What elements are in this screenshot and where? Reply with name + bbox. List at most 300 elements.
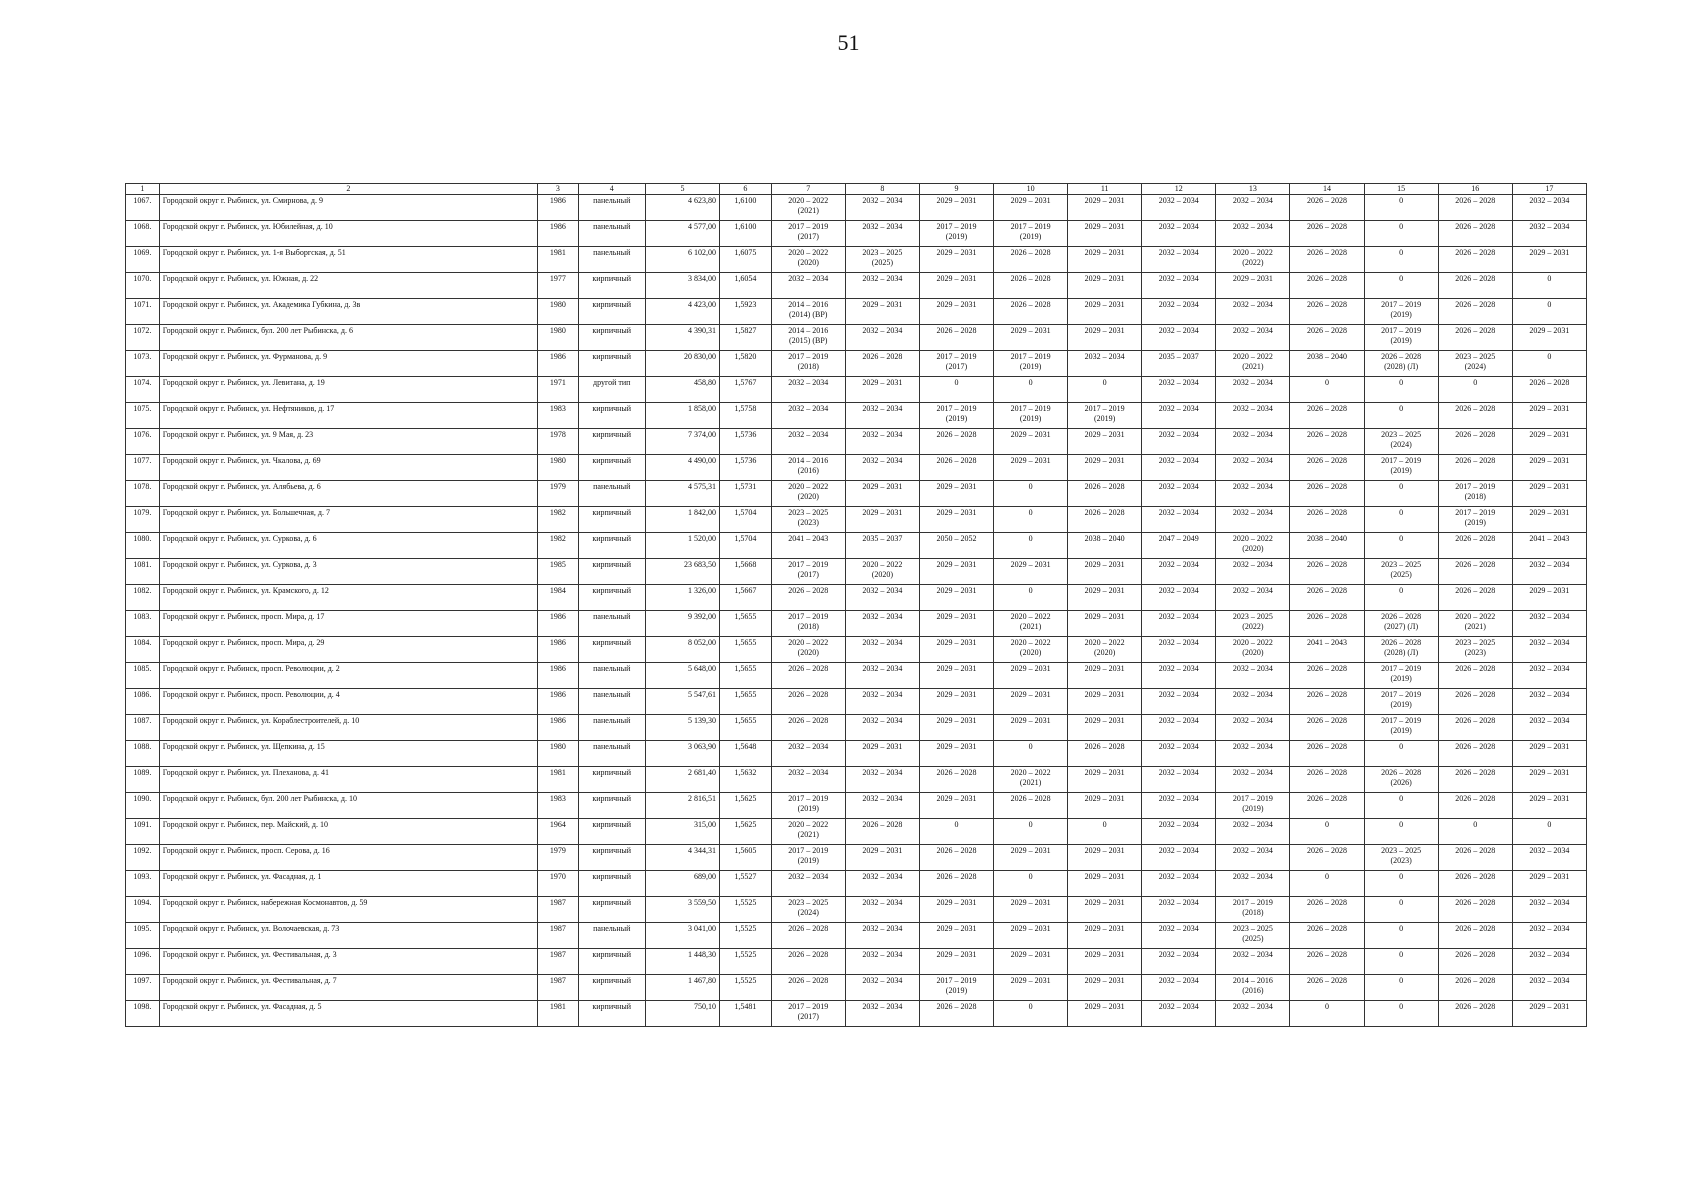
column-header: 2 — [159, 184, 537, 195]
table-cell: 1980 — [538, 741, 578, 767]
table-cell: 1,5758 — [720, 403, 772, 429]
table-cell: 2032 – 2034 — [1216, 325, 1290, 351]
table-cell: 2026 – 2028 — [1438, 559, 1512, 585]
table-row — [126, 611, 1587, 637]
table-cell: 2020 – 2022 (2020) — [1216, 637, 1290, 663]
table-cell: 2029 – 2031 — [1512, 247, 1586, 273]
table-cell: 2026 – 2028 — [1438, 403, 1512, 429]
column-header: 11 — [1068, 184, 1142, 195]
table-cell: 2020 – 2022 (2020) — [1216, 533, 1290, 559]
table-cell: 8 052,00 — [645, 637, 719, 663]
row-number: 1085. — [126, 663, 160, 689]
table-cell: 4 577,00 — [645, 221, 719, 247]
table-cell: 2029 – 2031 — [919, 585, 993, 611]
table-row — [126, 767, 1587, 793]
table-cell: 2017 – 2019 (2019) — [1364, 325, 1438, 351]
table-cell: 2017 – 2019 (2019) — [919, 221, 993, 247]
table-cell: 1,6100 — [720, 195, 772, 221]
table-cell: 1983 — [538, 793, 578, 819]
address-cell: Городской округ г. Рыбинск, ул. Фасадная, д. 5 — [159, 1001, 537, 1027]
table-cell: кирпичный — [578, 455, 645, 481]
table-cell: 2023 – 2025 (2023) — [1438, 637, 1512, 663]
table-cell: кирпичный — [578, 585, 645, 611]
table-cell: 2026 – 2028 — [994, 793, 1068, 819]
table-cell: 2026 – 2028 (2028) (Л) — [1364, 351, 1438, 377]
table-cell: 4 390,31 — [645, 325, 719, 351]
address-cell: Городской округ г. Рыбинск, ул. Смирнова, д. 9 — [159, 195, 537, 221]
table-cell: 1,5668 — [720, 559, 772, 585]
table-cell: 2026 – 2028 — [1290, 429, 1364, 455]
table-cell: 2029 – 2031 — [845, 845, 919, 871]
table-row — [126, 845, 1587, 871]
table-cell: кирпичный — [578, 429, 645, 455]
address-cell: Городской округ г. Рыбинск, ул. Крамского, д. 12 — [159, 585, 537, 611]
table-cell: кирпичный — [578, 897, 645, 923]
row-number: 1095. — [126, 923, 160, 949]
address-cell: Городской округ г. Рыбинск, ул. Суркова, д. 3 — [159, 559, 537, 585]
table-row — [126, 715, 1587, 741]
table-cell: 0 — [1364, 871, 1438, 897]
table-cell: 2032 – 2034 — [1142, 273, 1216, 299]
table-cell: 2023 – 2025 (2025) — [1216, 923, 1290, 949]
table-cell: 2017 – 2019 (2018) — [771, 351, 845, 377]
table-row — [126, 819, 1587, 845]
table-cell: 2017 – 2019 (2019) — [771, 793, 845, 819]
row-number: 1070. — [126, 273, 160, 299]
table-cell: 0 — [1364, 741, 1438, 767]
table-cell: 1980 — [538, 299, 578, 325]
table-cell: кирпичный — [578, 975, 645, 1001]
table-cell: 0 — [1364, 819, 1438, 845]
table-cell: 1979 — [538, 845, 578, 871]
address-cell: Городской округ г. Рыбинск, просп. Мира, д. 29 — [159, 637, 537, 663]
table-cell: 2032 – 2034 — [845, 637, 919, 663]
table-cell: 1981 — [538, 247, 578, 273]
table-cell: 2029 – 2031 — [1512, 325, 1586, 351]
table-cell: 2029 – 2031 — [1068, 455, 1142, 481]
table-row — [126, 663, 1587, 689]
table-cell: 0 — [1364, 793, 1438, 819]
table-cell: 2032 – 2034 — [1512, 923, 1586, 949]
table-cell: 2017 – 2019 (2017) — [919, 351, 993, 377]
table-cell: 1,5655 — [720, 715, 772, 741]
table-cell: 2017 – 2019 (2019) — [1364, 715, 1438, 741]
table-cell: 2032 – 2034 — [1216, 845, 1290, 871]
table-cell: 0 — [919, 819, 993, 845]
table-cell: 2032 – 2034 — [1216, 481, 1290, 507]
table-cell: 2029 – 2031 — [1068, 195, 1142, 221]
table-cell: 2026 – 2028 — [771, 923, 845, 949]
table-cell: 2029 – 2031 — [994, 949, 1068, 975]
table-cell: 2032 – 2034 — [845, 923, 919, 949]
table-cell: 2026 – 2028 — [1290, 715, 1364, 741]
table-cell: 1979 — [538, 481, 578, 507]
table-cell: 2032 – 2034 — [1142, 1001, 1216, 1027]
table-cell: 1,5655 — [720, 637, 772, 663]
table-cell: 1986 — [538, 689, 578, 715]
address-cell: Городской округ г. Рыбинск, ул. 1-я Выборгская, д. 51 — [159, 247, 537, 273]
table-cell: 2029 – 2031 — [994, 923, 1068, 949]
table-cell: 2032 – 2034 — [771, 429, 845, 455]
table-cell: 2047 – 2049 — [1142, 533, 1216, 559]
table-cell: 750,10 — [645, 1001, 719, 1027]
table-cell: 2029 – 2031 — [919, 481, 993, 507]
table-cell: 2029 – 2031 — [1068, 273, 1142, 299]
table-cell: 2035 – 2037 — [845, 533, 919, 559]
table-cell: 2029 – 2031 — [919, 715, 993, 741]
table-cell: 2026 – 2028 — [919, 455, 993, 481]
address-cell: Городской округ г. Рыбинск, пер. Майский, д. 10 — [159, 819, 537, 845]
column-header: 4 — [578, 184, 645, 195]
table-cell: 2032 – 2034 — [1216, 689, 1290, 715]
column-header: 7 — [771, 184, 845, 195]
table-row — [126, 637, 1587, 663]
table-cell: 2020 – 2022 (2021) — [771, 819, 845, 845]
table-cell: 9 392,00 — [645, 611, 719, 637]
address-cell: Городской округ г. Рыбинск, ул. Алябьева, д. 6 — [159, 481, 537, 507]
table-cell: 2023 – 2025 (2023) — [1364, 845, 1438, 871]
table-cell: кирпичный — [578, 299, 645, 325]
table-cell: 4 490,00 — [645, 455, 719, 481]
table-cell: 1,5820 — [720, 351, 772, 377]
table-cell: кирпичный — [578, 819, 645, 845]
table-cell: 0 — [1364, 377, 1438, 403]
table-cell: 1986 — [538, 195, 578, 221]
table-cell: 0 — [1438, 377, 1512, 403]
table-cell: 2029 – 2031 — [1068, 611, 1142, 637]
table-cell: 2029 – 2031 — [994, 559, 1068, 585]
table-cell: 1987 — [538, 897, 578, 923]
table-cell: 2032 – 2034 — [845, 585, 919, 611]
table-row — [126, 585, 1587, 611]
table-row — [126, 559, 1587, 585]
table-cell: 2026 – 2028 — [1438, 793, 1512, 819]
table-cell: панельный — [578, 247, 645, 273]
table-cell: 2029 – 2031 — [1068, 689, 1142, 715]
table-cell: 2029 – 2031 — [1068, 871, 1142, 897]
table-cell: 0 — [994, 481, 1068, 507]
table-cell: 2029 – 2031 — [919, 949, 993, 975]
table-cell: кирпичный — [578, 793, 645, 819]
table-cell: 2029 – 2031 — [919, 247, 993, 273]
table-cell: 2 681,40 — [645, 767, 719, 793]
table-cell: 0 — [1438, 819, 1512, 845]
table-cell: 2017 – 2019 (2017) — [771, 559, 845, 585]
table-cell: 2017 – 2019 (2019) — [1364, 455, 1438, 481]
table-cell: 2038 – 2040 — [1068, 533, 1142, 559]
table-cell: 2032 – 2034 — [1512, 195, 1586, 221]
table-cell: 2029 – 2031 — [919, 507, 993, 533]
table-cell: 2029 – 2031 — [1512, 585, 1586, 611]
table-cell: 2032 – 2034 — [845, 871, 919, 897]
table-cell: 2032 – 2034 — [845, 689, 919, 715]
table-cell: 2026 – 2028 — [771, 689, 845, 715]
table-cell: 1987 — [538, 975, 578, 1001]
row-number: 1083. — [126, 611, 160, 637]
table-row — [126, 299, 1587, 325]
table-cell: 7 374,00 — [645, 429, 719, 455]
table-cell: 2032 – 2034 — [845, 403, 919, 429]
table-cell: 2014 – 2016 (2016) — [1216, 975, 1290, 1001]
table-cell: 2026 – 2028 — [1290, 897, 1364, 923]
table-cell: 0 — [1364, 975, 1438, 1001]
table-cell: 1986 — [538, 611, 578, 637]
table-cell: 2029 – 2031 — [845, 377, 919, 403]
table-cell: 0 — [994, 507, 1068, 533]
table-cell: панельный — [578, 611, 645, 637]
table-cell: 2029 – 2031 — [845, 299, 919, 325]
table-cell: 2026 – 2028 — [1438, 273, 1512, 299]
table-cell: 2029 – 2031 — [994, 455, 1068, 481]
table-cell: 2032 – 2034 — [1216, 507, 1290, 533]
table-cell: 0 — [1364, 221, 1438, 247]
table-cell: 2032 – 2034 — [845, 1001, 919, 1027]
table-cell: кирпичный — [578, 845, 645, 871]
table-cell: 2032 – 2034 — [1142, 429, 1216, 455]
table-cell: 0 — [1364, 923, 1438, 949]
address-cell: Городской округ г. Рыбинск, ул. Большечная, д. 7 — [159, 507, 537, 533]
table-cell: 2029 – 2031 — [919, 195, 993, 221]
table-cell: 2032 – 2034 — [1216, 1001, 1290, 1027]
column-header: 13 — [1216, 184, 1290, 195]
column-header: 12 — [1142, 184, 1216, 195]
table-cell: 0 — [1290, 819, 1364, 845]
table-cell: 2020 – 2022 (2020) — [845, 559, 919, 585]
table-cell: 2029 – 2031 — [1512, 741, 1586, 767]
table-row — [126, 1001, 1587, 1027]
table-cell: 2023 – 2025 (2024) — [771, 897, 845, 923]
table-cell: 2029 – 2031 — [919, 689, 993, 715]
table-cell: 1,5767 — [720, 377, 772, 403]
table-cell: 2029 – 2031 — [1068, 845, 1142, 871]
table-cell: 2032 – 2034 — [1142, 845, 1216, 871]
table-cell: 2032 – 2034 — [1216, 299, 1290, 325]
table-row — [126, 689, 1587, 715]
table-row — [126, 325, 1587, 351]
table-cell: 2029 – 2031 — [919, 793, 993, 819]
table-cell: 2029 – 2031 — [919, 559, 993, 585]
table-cell: 2029 – 2031 — [1068, 221, 1142, 247]
table-cell: 2026 – 2028 — [1290, 299, 1364, 325]
table-cell: 2026 – 2028 — [1438, 689, 1512, 715]
table-cell: 1 858,00 — [645, 403, 719, 429]
table-cell: 689,00 — [645, 871, 719, 897]
table-cell: 2032 – 2034 — [1142, 247, 1216, 273]
table-cell: 2026 – 2028 — [771, 975, 845, 1001]
table-cell: 1986 — [538, 715, 578, 741]
table-cell: 2029 – 2031 — [994, 195, 1068, 221]
table-row — [126, 897, 1587, 923]
table-row — [126, 429, 1587, 455]
table-cell: 2017 – 2019 (2019) — [1216, 793, 1290, 819]
table-cell: 0 — [994, 741, 1068, 767]
table-cell: 2026 – 2028 — [1512, 377, 1586, 403]
table-cell: 2017 – 2019 (2019) — [994, 403, 1068, 429]
table-cell: 2017 – 2019 (2019) — [1364, 299, 1438, 325]
table-cell: 2032 – 2034 — [845, 611, 919, 637]
table-cell: 2032 – 2034 — [1142, 689, 1216, 715]
table-cell: 2032 – 2034 — [1216, 377, 1290, 403]
table-cell: 2032 – 2034 — [845, 663, 919, 689]
table-cell: 1,5704 — [720, 533, 772, 559]
table-cell: 2020 – 2022 (2021) — [1438, 611, 1512, 637]
table-cell: 2017 – 2019 (2019) — [994, 351, 1068, 377]
table-cell: 2032 – 2034 — [771, 871, 845, 897]
table-cell: другой тип — [578, 377, 645, 403]
table-cell: панельный — [578, 195, 645, 221]
page-number: 51 — [837, 30, 860, 55]
table-cell: 2017 – 2019 (2019) — [771, 845, 845, 871]
column-header: 8 — [845, 184, 919, 195]
table-cell: 2 816,51 — [645, 793, 719, 819]
table-cell: 2029 – 2031 — [1068, 559, 1142, 585]
table-cell: 1,5736 — [720, 429, 772, 455]
table-cell: 2029 – 2031 — [1068, 767, 1142, 793]
table-cell: 1 520,00 — [645, 533, 719, 559]
table-cell: кирпичный — [578, 351, 645, 377]
table-cell: 2032 – 2034 — [1142, 819, 1216, 845]
header-row — [126, 184, 1587, 195]
table-cell: 2026 – 2028 — [771, 585, 845, 611]
table-cell: 1,5625 — [720, 819, 772, 845]
table-cell: 2026 – 2028 — [1290, 507, 1364, 533]
table-cell: 2032 – 2034 — [1142, 377, 1216, 403]
table-cell: 1,5625 — [720, 793, 772, 819]
address-cell: Городской округ г. Рыбинск, набережная Космонавтов, д. 59 — [159, 897, 537, 923]
table-cell: 2017 – 2019 (2019) — [1068, 403, 1142, 429]
table-cell: 1971 — [538, 377, 578, 403]
table-cell: 2026 – 2028 — [1290, 325, 1364, 351]
table-cell: 0 — [1364, 195, 1438, 221]
table-cell: 2026 – 2028 — [1290, 273, 1364, 299]
table-row — [126, 351, 1587, 377]
table-cell: 2035 – 2037 — [1142, 351, 1216, 377]
table-cell: 2032 – 2034 — [1512, 637, 1586, 663]
table-cell: 2032 – 2034 — [1216, 871, 1290, 897]
address-cell: Городской округ г. Рыбинск, просп. Серова, д. 16 — [159, 845, 537, 871]
table-cell: панельный — [578, 741, 645, 767]
table-cell: 2032 – 2034 — [1512, 611, 1586, 637]
table-cell: 2032 – 2034 — [845, 221, 919, 247]
table-cell: 2029 – 2031 — [994, 715, 1068, 741]
table-cell: кирпичный — [578, 325, 645, 351]
address-cell: Городской округ г. Рыбинск, просп. Революции, д. 4 — [159, 689, 537, 715]
table-cell: 1,6100 — [720, 221, 772, 247]
table-row — [126, 741, 1587, 767]
table-cell: 2026 – 2028 — [1438, 325, 1512, 351]
row-number: 1084. — [126, 637, 160, 663]
table-cell: 2038 – 2040 — [1290, 351, 1364, 377]
table-cell: 2032 – 2034 — [1512, 715, 1586, 741]
table-cell: 2032 – 2034 — [845, 975, 919, 1001]
table-cell: 2029 – 2031 — [919, 741, 993, 767]
table-cell: 2017 – 2019 (2019) — [994, 221, 1068, 247]
table-cell: 2026 – 2028 — [1290, 559, 1364, 585]
address-cell: Городской округ г. Рыбинск, ул. Юбилейная, д. 10 — [159, 221, 537, 247]
table-cell: 2026 – 2028 — [919, 325, 993, 351]
row-number: 1076. — [126, 429, 160, 455]
table-cell: 2020 – 2022 (2020) — [1068, 637, 1142, 663]
table-cell: 2029 – 2031 — [919, 897, 993, 923]
table-cell: 2026 – 2028 — [1438, 897, 1512, 923]
table-cell: 2032 – 2034 — [1142, 871, 1216, 897]
table-cell: 1987 — [538, 923, 578, 949]
table-cell: 1984 — [538, 585, 578, 611]
column-header: 17 — [1512, 184, 1586, 195]
row-number: 1067. — [126, 195, 160, 221]
table-cell: 2023 – 2025 (2025) — [845, 247, 919, 273]
address-cell: Городской округ г. Рыбинск, ул. Южная, д. 22 — [159, 273, 537, 299]
table-cell: 2026 – 2028 — [994, 273, 1068, 299]
table-cell: 2032 – 2034 — [1142, 403, 1216, 429]
column-header: 15 — [1364, 184, 1438, 195]
address-cell: Городской округ г. Рыбинск, ул. Левитана, д. 19 — [159, 377, 537, 403]
table-cell: 1982 — [538, 533, 578, 559]
table-cell: 0 — [1364, 403, 1438, 429]
table-cell: 2032 – 2034 — [1142, 949, 1216, 975]
table-cell: 1,5632 — [720, 767, 772, 793]
table-cell: 3 834,00 — [645, 273, 719, 299]
table-cell: 2026 – 2028 — [1290, 403, 1364, 429]
table-cell: 4 423,00 — [645, 299, 719, 325]
table-cell: 2017 – 2019 (2019) — [1364, 663, 1438, 689]
table-cell: 5 547,61 — [645, 689, 719, 715]
table-cell: 2050 – 2052 — [919, 533, 993, 559]
table-row — [126, 949, 1587, 975]
table-cell: 1,5525 — [720, 923, 772, 949]
table-cell: 23 683,50 — [645, 559, 719, 585]
table-cell: 2026 – 2028 — [1290, 455, 1364, 481]
table-cell: 0 — [994, 1001, 1068, 1027]
table-cell: 1 448,30 — [645, 949, 719, 975]
table-cell: 2041 – 2043 — [1290, 637, 1364, 663]
table-cell: 2026 – 2028 — [771, 663, 845, 689]
row-number: 1088. — [126, 741, 160, 767]
table-cell: 2032 – 2034 — [1142, 481, 1216, 507]
table-cell: 2029 – 2031 — [1512, 455, 1586, 481]
table-cell: 0 — [1512, 819, 1586, 845]
row-number: 1078. — [126, 481, 160, 507]
row-number: 1094. — [126, 897, 160, 923]
row-number: 1090. — [126, 793, 160, 819]
table-cell: 2032 – 2034 — [771, 377, 845, 403]
table-cell: 0 — [994, 533, 1068, 559]
table-cell: 0 — [994, 585, 1068, 611]
table-cell: 2032 – 2034 — [845, 195, 919, 221]
table-cell: 0 — [1068, 377, 1142, 403]
table-cell: 2032 – 2034 — [845, 325, 919, 351]
table-row — [126, 455, 1587, 481]
row-number: 1089. — [126, 767, 160, 793]
table-cell: 1,6054 — [720, 273, 772, 299]
table-cell: 2029 – 2031 — [919, 611, 993, 637]
table-cell: 2014 – 2016 (2016) — [771, 455, 845, 481]
address-cell: Городской округ г. Рыбинск, ул. Волочаевская, д. 73 — [159, 923, 537, 949]
table-cell: 2032 – 2034 — [1216, 429, 1290, 455]
table-cell: 1,5525 — [720, 897, 772, 923]
table-cell: 2014 – 2016 (2014) (ВР) — [771, 299, 845, 325]
table-cell: 2026 – 2028 — [1290, 247, 1364, 273]
table-cell: 1987 — [538, 949, 578, 975]
table-cell: 2026 – 2028 — [1438, 871, 1512, 897]
table-cell: 1,5923 — [720, 299, 772, 325]
table-cell: 0 — [1364, 507, 1438, 533]
table-cell: 1981 — [538, 1001, 578, 1027]
register-table — [125, 183, 1587, 1027]
table-cell: 2026 – 2028 — [1438, 247, 1512, 273]
table-cell: 2026 – 2028 — [1068, 741, 1142, 767]
table-cell: 3 559,50 — [645, 897, 719, 923]
